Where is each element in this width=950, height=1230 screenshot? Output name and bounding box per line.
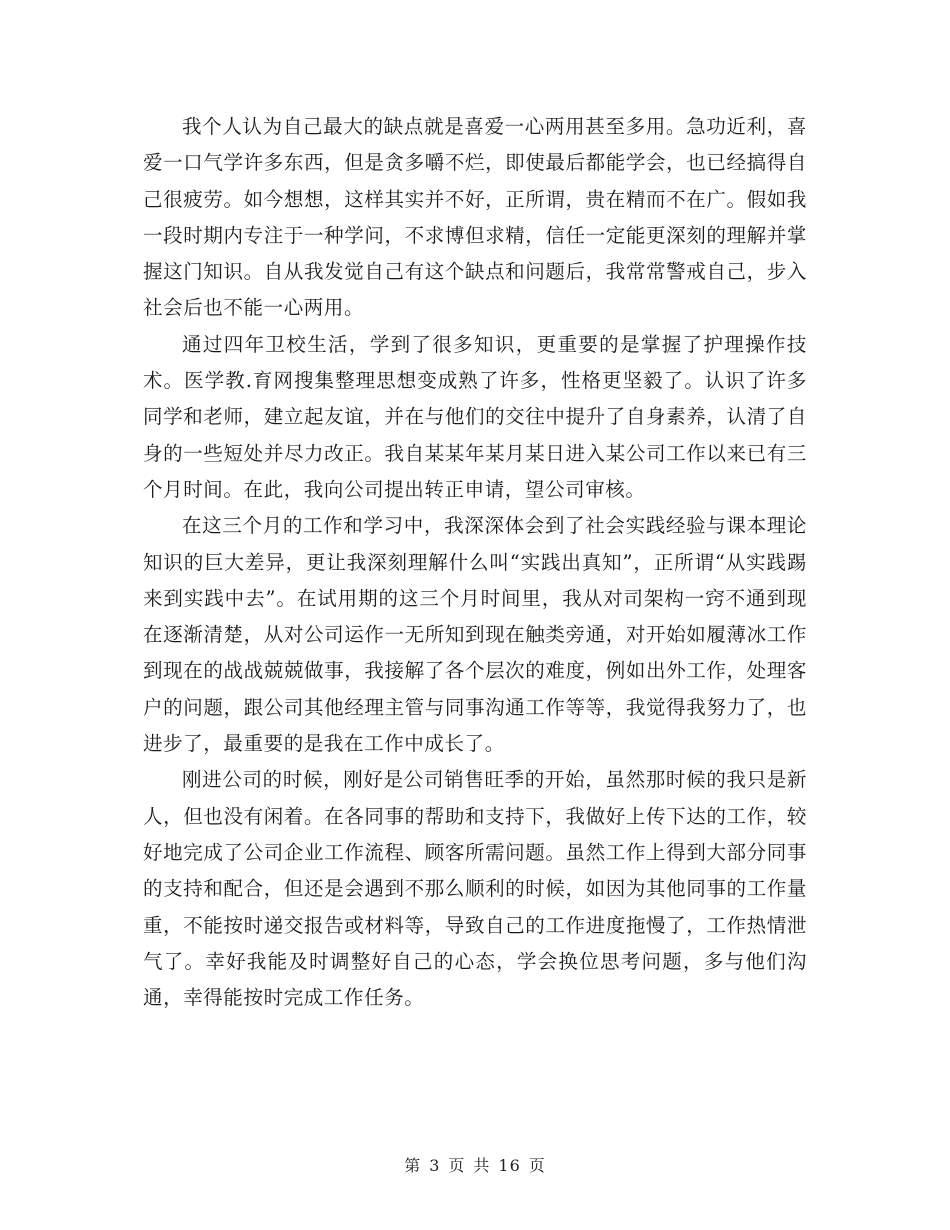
footer-current-page: 3 [429,1156,441,1175]
footer-label-total: 共 [473,1156,491,1175]
paragraph-3: 在这三个月的工作和学习中，我深深体会到了社会实践经验与课本理论知识的巨大差异，更让我深刻理解什么叫“实践出真知”，正所谓“从实践踢来到实践中去”。在试用期的这三个月时间里，我从对司架构一窍不通到现在逐渐清楚，从对公司运作一无所知到现在触类旁通，对开始如履薄冰工作到现在的战战兢兢做事，我接解了各个层次的难度，例如出外工作，处理客户的问题，跟公司其他经理主管与同事沟通工作等等，我觉得我努力了，也进步了，最重要的是我在工作中成长了。 [143,514,807,756]
footer-label-page: 第 [404,1156,422,1175]
footer-total-pages: 16 [498,1156,521,1175]
footer-label-page-unit: 页 [448,1156,466,1175]
paragraph-2: 通过四年卫校生活，学到了很多知识，更重要的是掌握了护理操作技术。医学教.育网搜集整理思想变成熟了许多，性格更坚毅了。认识了许多同学和老师，建立起友谊，并在与他们的交往中提升了自身素养，认清了自身的一些短处并尽力改正。我自某某年某月某日进入某公司工作以来已有三个月时间。在此，我向公司提出转正申请，望公司审核。 [143,332,807,501]
paragraph-4: 刚进公司的时候，刚好是公司销售旺季的开始，虽然那时候的我只是新人，但也没有闲着。在各同事的帮助和支持下，我做好上传下达的工作，较好地完成了公司企业工作流程、顾客所需问题。虽然工作上得到大部分同事的支持和配合，但还是会遇到不那么顺利的时候，如因为其他同事的工作量重，不能按时递交报告或材料等，导致自己的工作进度拖慢了，工作热情泄气了。幸好我能及时调整好自己的心态，学会换位思考问题，多与他们沟通，幸得能按时完成工作任务。 [143,768,807,1010]
body-text [143,109,807,1016]
paragraph-1: 我个人认为自己最大的缺点就是喜爱一心两用甚至多用。急功近利，喜爱一口气学许多东西，但是贪多嚼不烂，即使最后都能学会，也已经搞得自己很疲劳。如今想想，这样其实并不好，正所谓，贵在精而不在广。假如我一段时期内专注于一种学问，不求博但求精，信任一定能更深刻的理解并掌握这门知识。自从我发觉自己有这个缺点和问题后，我常常警戒自己，步入社会后也不能一心两用。 [143,115,807,320]
page-footer [0,1153,950,1176]
footer-label-total-unit: 页 [528,1156,546,1175]
